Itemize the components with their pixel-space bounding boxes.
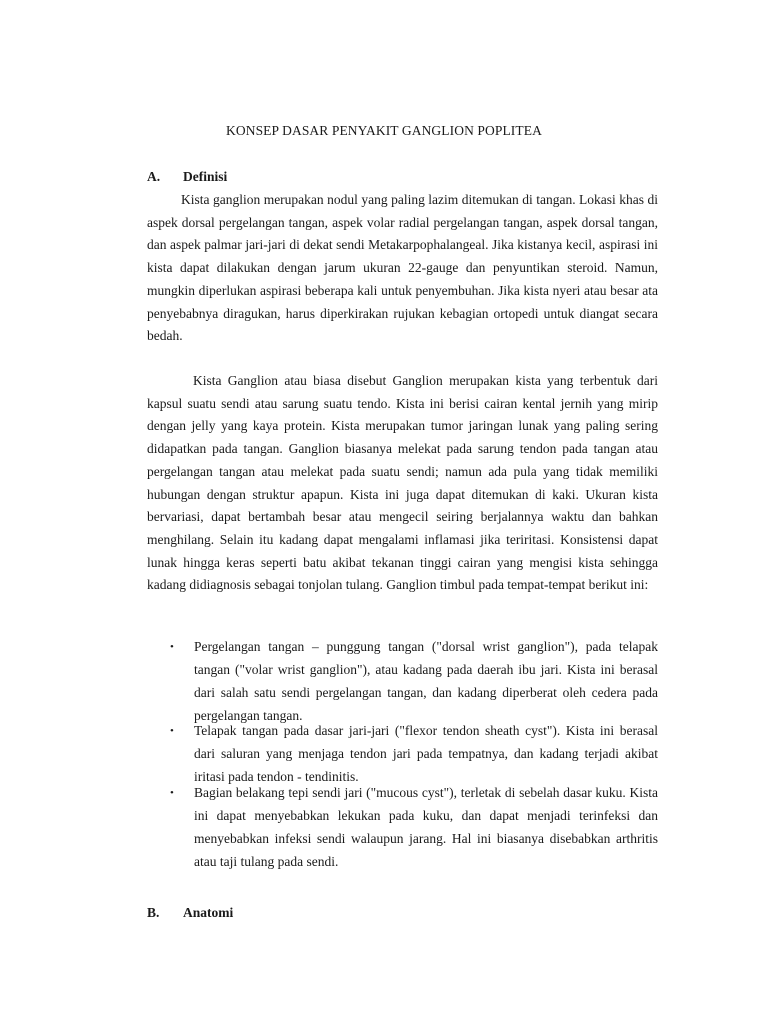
list-item-text: Bagian belakang tepi sendi jari ("mucous cyst"), terletak di sebelah dasar kuku. Kista ini dapat menyebabkan lekukan pada kuku, dan dapat menjadi terinfeksi dan menyebabkan infeksi sendi walaupun jarang. Hal ini biasanya disebabkan arthritis atau taji tulang pada sendi. — [194, 785, 658, 869]
section-letter: A. — [147, 169, 161, 184]
list-item-text: Telapak tangan pada dasar jari-jari ("flexor tendon sheath cyst"). Kista ini berasal dari saluran yang menjaga tendon jari pada tempatnya, dan kadang terjadi akibat iritasi pada tendon - tendinitis. — [194, 723, 658, 784]
paragraph: Kista Ganglion atau biasa disebut Ganglion merupakan kista yang terbentuk dari kapsul suatu sendi atau sarung suatu tendo. Kista ini berisi cairan kental jernih yang mirip dengan jelly yang kaya protein. Kista merupakan tumor jaringan lunak yang paling sering didapatkan pada tangan. Ganglion biasanya melekat pada sarung tendon pada tangan atau pergelangan tangan atau melekat pada suatu sendi; namun ada pula yang tidak memiliki hubungan dengan struktur apapun. Kista ini juga dapat ditemukan di kaki. Ukuran kista bervariasi, dapat bertambah besar atau mengecil seiring berjalannya waktu dan bahkan menghilang. Selain itu kadang dapat mengalami inflamasi jika teriritasi. Konsistensi dapat lunak hingga keras seperti batu akibat tekanan tinggi cairan yang mengisi kista sehingga kadang didiagnosis sebagai tonjolan tulang. Ganglion timbul pada tempat-tempat berikut ini: — [147, 373, 658, 593]
bullet-dot-icon: • — [170, 787, 174, 799]
bullet-dot-icon: • — [170, 641, 174, 653]
section-title: Anatomi — [183, 905, 234, 920]
document-title: KONSEP DASAR PENYAKIT GANGLION POPLITEA — [226, 123, 542, 138]
section-heading-anatomi — [147, 905, 233, 921]
list-item-text: Pergelangan tangan – punggung tangan ("dorsal wrist ganglion"), pada telapak tangan ("volar wrist ganglion"), atau kadang pada daerah ibu jari. Kista ini berasal dari salah satu sendi pergelangan tangan, dan kadang diperberat oleh cedera pada pergelangan tangan. — [194, 639, 658, 723]
section-heading-definisi — [147, 169, 227, 185]
bullet-dot-icon: • — [170, 725, 174, 737]
paragraph: Kista ganglion merupakan nodul yang paling lazim ditemukan di tangan. Lokasi khas di aspek dorsal pergelangan tangan, aspek volar radial pergelangan tangan, aspek dorsal tangan, dan aspek palmar jari-jari di dekat sendi Metakarpophalangeal. Jika kistanya kecil, aspirasi ini kista dapat dilakukan dengan jarum ukuran 22-gauge dan penyuntikan steroid. Namun, mungkin diperlukan aspirasi beberapa kali untuk penyembuhan. Jika kista nyeri atau besar ata penyebabnya diragukan, harus diperkirakan rujukan kebagian ortopedi untuk diangat secara bedah. — [147, 192, 658, 344]
section-letter: B. — [147, 905, 160, 920]
section-title: Definisi — [183, 169, 228, 184]
